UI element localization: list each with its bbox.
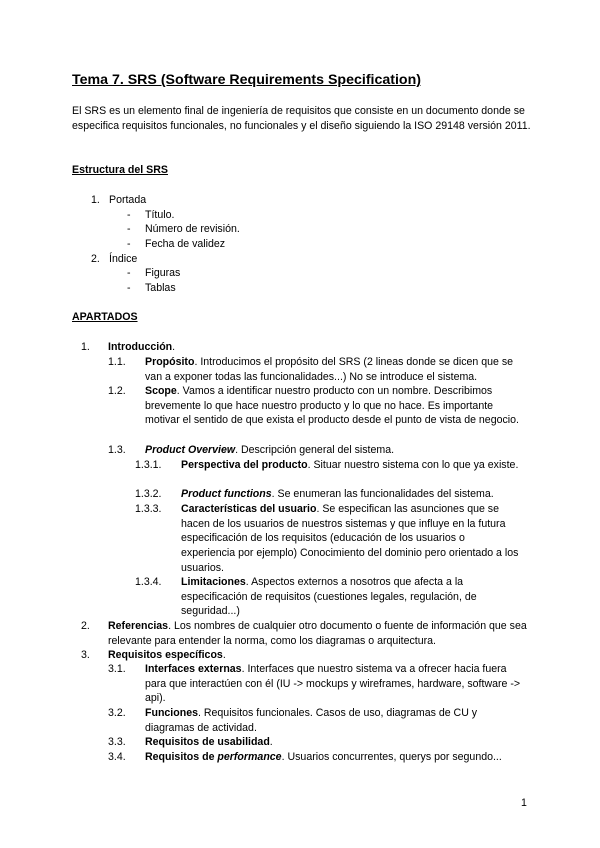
dash-bullet: -: [127, 267, 131, 279]
section-number: 1.1.: [108, 356, 126, 368]
section-text: . Requisitos funcionales. Casos de uso, diagramas de CU y diagramas de actividad.: [145, 707, 478, 734]
dash-bullet: -: [127, 223, 131, 235]
section-caracteristicas: [181, 502, 521, 576]
section-number: 2.: [81, 620, 90, 632]
dash-bullet: -: [127, 238, 131, 250]
section-number: 1.3.1.: [135, 459, 162, 471]
section-text: . Se especifican las asunciones que se hacen de los usuarios de nuestros sistemas y que influye en la futura especificación de los requisitos (educación de los usuarios o experiencia por ejemplo) Conocimiento del dominio pero orientado a los usuarios.: [181, 503, 519, 574]
section-title: Limitaciones: [181, 576, 246, 588]
list-item: Número de revisión.: [145, 223, 240, 235]
page-number: 1: [521, 797, 527, 809]
section-text: .: [269, 736, 273, 748]
section-number: 3.1.: [108, 663, 126, 675]
section-text: . Se enumeran las funcionalidades del sistema.: [271, 488, 494, 500]
list-item: Índice: [109, 253, 138, 265]
list-number: 1.: [91, 194, 100, 206]
section-text: . Vamos a identificar nuestro producto con un nombre. Describimos brevemente lo que hace nuestro producto y lo que no hace. Es importante motivar el sentido de que exista el producto desde el punto de vista de negocio.: [145, 385, 519, 427]
section-limitaciones: [181, 575, 501, 619]
section-title: Características del usuario: [181, 503, 317, 515]
section-title: Product functions: [181, 488, 272, 500]
section-title: Introducción: [108, 341, 173, 353]
section-usabilidad: [145, 735, 515, 750]
section-number: 3.: [81, 649, 90, 661]
section-title: Referencias: [108, 620, 169, 632]
section-title: Product Overview: [145, 444, 236, 456]
section-title: Propósito: [145, 356, 195, 368]
section-number: 3.4.: [108, 751, 126, 763]
section-title: Perspectiva del producto: [181, 459, 308, 471]
section-performance: [145, 750, 525, 765]
dash-bullet: -: [127, 282, 131, 294]
section-introduccion: [108, 340, 528, 355]
list-item: Figuras: [145, 267, 181, 279]
section-text: .: [172, 341, 176, 353]
section-number: 1.3.4.: [135, 576, 162, 588]
section-title: Scope: [145, 385, 177, 397]
section-product-overview: [145, 443, 520, 458]
intro-paragraph: El SRS es un elemento final de ingeniería de requisitos que consiste en un documento donde se especifica requisitos funcionales, no funcionales y el diseño siguiendo la ISO 29148 versión 2011.: [72, 105, 531, 132]
section-number: 1.3.2.: [135, 488, 162, 500]
section-title: Interfaces externas: [145, 663, 242, 675]
section-number: 3.2.: [108, 707, 126, 719]
section-number: 1.3.3.: [135, 503, 162, 515]
section-referencias: [108, 619, 528, 648]
list-item: Fecha de validez: [145, 238, 226, 250]
section-proposito: [145, 355, 520, 384]
list-item: Portada: [109, 194, 147, 206]
dash-bullet: -: [127, 209, 131, 221]
list-item: Tablas: [145, 282, 176, 294]
section-number: 3.3.: [108, 736, 126, 748]
section-funciones: [145, 706, 515, 735]
section-text: . Situar nuestro sistema con lo que ya existe.: [307, 459, 519, 471]
apartados-heading: APARTADOS: [72, 311, 138, 323]
section-number: 1.: [81, 341, 90, 353]
section-title: Requisitos de usabilidad: [145, 736, 270, 748]
section-number: 1.2.: [108, 385, 126, 397]
section-text: . Introducimos el propósito del SRS (2 lineas donde se dicen que se van a exponer todas las funcionalidades...) No se introduce el sistema.: [145, 356, 514, 383]
section-title-italic: performance: [217, 751, 282, 763]
section-title: Requisitos de: [145, 751, 218, 763]
section-number: 1.3.: [108, 444, 126, 456]
section-text: . Los nombres de cualquier otro documento o fuente de información que sea relevante para entender la norma, como los diagramas o arquitectura.: [108, 620, 527, 647]
section-requisitos-especificos: [108, 648, 528, 663]
section-text: .: [222, 649, 226, 661]
section-title: Requisitos específicos: [108, 649, 223, 661]
section-text: . Interfaces que nuestro sistema va a ofrecer hacia fuera para que interactúen con él (IU -> mockups y wireframes, hardware, software -> api).: [145, 663, 521, 705]
structure-heading: Estructura del SRS: [72, 164, 168, 176]
section-perspectiva: [181, 458, 521, 473]
section-text: . Descripción general del sistema.: [235, 444, 395, 456]
list-item: Título.: [145, 209, 175, 221]
section-interfaces-externas: [145, 662, 527, 706]
page-title: Tema 7. SRS (Software Requirements Specification): [72, 72, 421, 88]
section-text: . Usuarios concurrentes, querys por segundo...: [281, 751, 502, 763]
section-product-functions: [181, 487, 526, 502]
section-scope: [145, 384, 520, 428]
section-title: Funciones: [145, 707, 198, 719]
list-number: 2.: [91, 253, 100, 265]
section-text: . Aspectos externos a nosotros que afecta a la especificación de requisitos (cuestiones legales, regulación, de seguridad...): [181, 576, 477, 618]
